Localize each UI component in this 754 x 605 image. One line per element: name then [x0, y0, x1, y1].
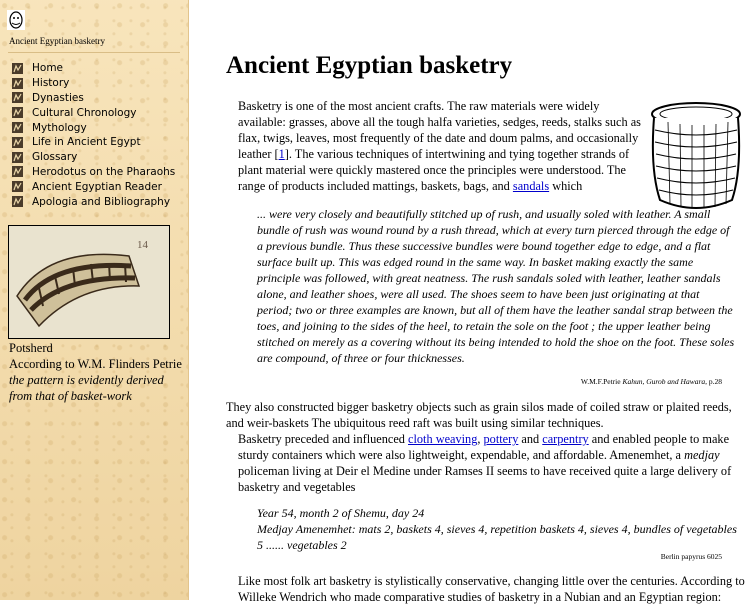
carpentry-link[interactable]: carpentry: [542, 432, 589, 446]
nav-item-reader[interactable]: Ancient Egyptian Reader: [12, 179, 175, 194]
site-title: Ancient Egyptian basketry: [9, 36, 105, 46]
page-title: Ancient Egyptian basketry: [226, 52, 513, 79]
sidebar: [0, 0, 189, 600]
hieroglyph-icon: [12, 196, 23, 207]
influence-paragraph: Basketry preceded and influenced cloth weaving, pottery and carpentry and enabled people to make sturdy containers which were also lightweight, expendable, and affordable. Amenemhet, a medjay policeman living at Deir el Medine under Ramses II seems to have received quite a large delivery of basketry and vegetables: [238, 432, 732, 494]
nav-item-dynasties[interactable]: Dynasties: [12, 91, 175, 106]
site-logo-icon[interactable]: [7, 10, 25, 30]
intro-paragraph: Basketry is one of the most ancient crafts. The raw materials were widely available: grasses, above all the tough halfa varieties, sedges, reeds, stalks such as flax, twigs, leaves, most frequently of the date and doum palms, and occasionally leather [1]. The various techniques of intertwining and tying together strands of plant material were quickly mastered once the principles were understood. The range of products included mattings, baskets, bags, and sandals which: [238, 99, 641, 193]
basket-illustration: [648, 100, 744, 214]
nav-item-home[interactable]: Home: [12, 61, 175, 76]
potsherd-drawing: [9, 226, 169, 338]
nav-item-cultural-chronology[interactable]: Cultural Chronology: [12, 105, 175, 120]
hieroglyph-icon: [12, 78, 23, 89]
potsherd-caption: [9, 340, 184, 404]
hieroglyph-icon: [12, 166, 23, 177]
hieroglyph-icon: [12, 181, 23, 192]
petrie-quote: ... were very closely and beautifully stitched up of rush, and usually soled with leather. A small bundle of rush was wound round by a rush thread, which at every turn pierced through the edge of a previous bundle. Thus these successive bundles were bound together edge to edge, and a flat surface built up. This was edged round in the same way. In basket making exactly the same principle was followed, with great neatness. The rush sandals soled with leather, leather sandals alone, and leather shoes, were all used. The shoes seem to have been just originating at that period; two or three examples are known, but all of them have the leather sandal strap between the toes, and joining to the sides of the heel, to retain the sole on the foot ; the upper leather being stitched on merely as a covering without its being intended to hold the shoe on the foot. These soles are compound, of three or four thicknesses.: [257, 207, 735, 365]
paragraph-2: [226, 399, 746, 495]
conservative-paragraph: Like most folk art basketry is stylistically conservative, changing little over the centuries. According to Willeke Wendrich who made comparative studies of basketry in a Nubian and an Egyptian region:: [238, 574, 745, 604]
hieroglyph-icon: [12, 63, 23, 74]
caption-italic: the pattern is evidently derived from that of basket-work: [9, 373, 164, 403]
nav-item-life-in-ancient-egypt[interactable]: Life in Ancient Egypt: [12, 135, 175, 150]
nav-item-apologia[interactable]: Apologia and Bibliography: [12, 194, 175, 209]
papyrus-citation: Berlin papyrus 6025: [660, 552, 722, 561]
grain-silos-text: They also constructed bigger basketry objects such as grain silos made of coiled straw or plaited reeds, and weir-baskets The ubiquitous reed raft was built using similar techniques.: [226, 400, 732, 430]
figure-number: 14: [137, 239, 148, 251]
petrie-citation: W.M.F.Petrie Kahun, Gurob and Hawara, p.28: [580, 377, 722, 386]
nav-item-mythology[interactable]: Mythology: [12, 120, 175, 135]
hieroglyph-icon: [12, 152, 23, 163]
cloth-weaving-link[interactable]: cloth weaving: [408, 432, 478, 446]
nav-divider: [8, 52, 180, 53]
papyrus-quote: Year 54, month 2 of Shemu, day 24 Medjay Amenemhet: mats 2, baskets 4, sieves 4, repetition baskets 4, sieves 4, bundles of vegetables 5 ...... vegetables 2: [257, 506, 737, 552]
potsherd-image: [8, 225, 170, 339]
nav-item-glossary[interactable]: Glossary: [12, 150, 175, 165]
nav-item-history[interactable]: History: [12, 76, 175, 91]
sandals-link[interactable]: sandals: [512, 179, 550, 193]
hieroglyph-icon: [12, 122, 23, 133]
caption-plain: Potsherd According to W.M. Flinders Petrie: [9, 341, 182, 371]
nav-menu: [12, 61, 175, 209]
hieroglyph-icon: [12, 92, 23, 103]
pottery-link[interactable]: pottery: [483, 432, 519, 446]
hieroglyph-icon: [12, 137, 23, 148]
hieroglyph-icon: [12, 107, 23, 118]
nav-item-herodotus[interactable]: Herodotus on the Pharaohs: [12, 165, 175, 180]
footnote-link[interactable]: 1: [278, 147, 285, 161]
